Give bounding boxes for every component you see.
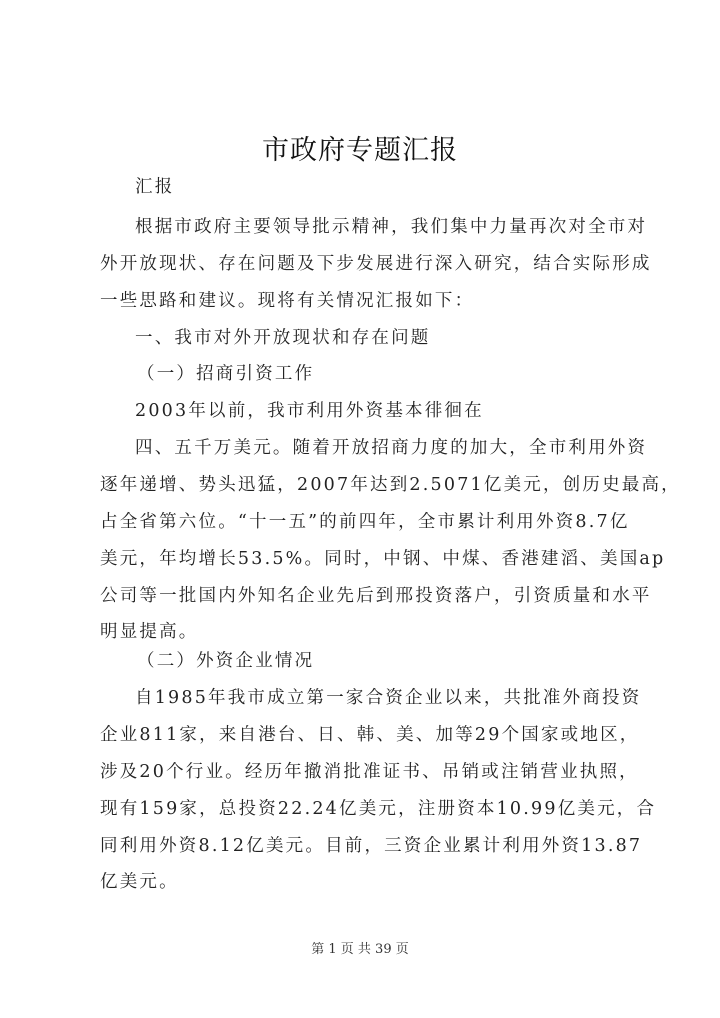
document-title: 市政府专题汇报	[262, 135, 458, 166]
paragraph-line: 外开放现状、存在问题及下步发展进行深入研究，结合实际形成	[100, 254, 652, 274]
paragraph-line: 企业811家，来自港台、日、韩、美、加等29个国家或地区，	[100, 725, 640, 745]
paragraph-line: 涉及20个行业。经历年撤消批准证书、吊销或注销营业执照，	[100, 762, 639, 782]
paragraph-line: 四、五千万美元。随着开放招商力度的加大，全市利用外资	[135, 438, 648, 458]
paragraph-line: 占全省第六位。“十一五”的前四年，全市累计利用外资8.7亿	[100, 512, 630, 532]
paragraph-line: 现有159家，总投资22.24亿美元，注册资本10.99亿美元，合	[100, 799, 657, 819]
paragraph-line: 2003年以前，我市利用外资基本徘徊在	[135, 401, 484, 421]
paragraph-line: 明显提高。	[100, 622, 199, 642]
section-heading: 一、我市对外开放现状和存在问题	[135, 328, 431, 348]
paragraph-line: 一些思路和建议。现将有关情况汇报如下：	[100, 291, 475, 311]
paragraph-line: 公司等一批国内外知名企业先后到邢投资落户，引资质量和水平	[100, 586, 652, 606]
paragraph-line: 美元，年均增长53.5%。同时，中钢、中煤、香港建滔、美国ap	[100, 549, 666, 569]
paragraph-line: 同利用外资8.12亿美元。目前，三资企业累计利用外资13.87	[100, 836, 643, 856]
line-salutation: 汇报	[135, 177, 175, 197]
subsection-heading: （一）招商引资工作	[137, 364, 315, 384]
paragraph-line: 亿美元。	[100, 872, 179, 892]
paragraph-line: 逐年递增、势头迅猛，2007年达到2.5071亿美元，创历史最高，	[100, 475, 681, 495]
paragraph-line: 自1985年我市成立第一家合资企业以来，共批准外商投资	[135, 688, 642, 708]
paragraph-line: 根据市政府主要领导批示精神，我们集中力量再次对全市对	[135, 217, 648, 237]
subsection-heading: （二）外资企业情况	[137, 651, 315, 671]
page-number-footer: 第 1 页 共 39 页	[311, 942, 409, 957]
